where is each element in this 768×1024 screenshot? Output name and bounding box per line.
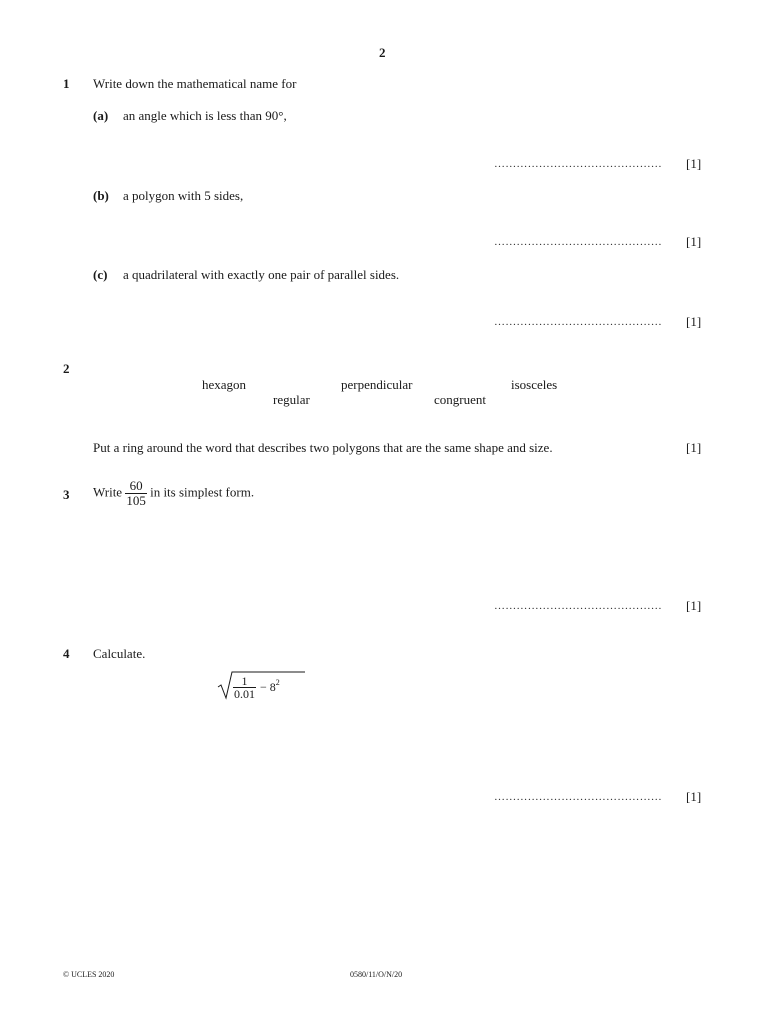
radicand-fraction <box>233 675 256 700</box>
question-4-instruction: Calculate. <box>93 646 146 661</box>
question-1-stem: Write down the mathematical name for <box>93 76 297 91</box>
radicand-minus-term: − 8 <box>260 680 276 694</box>
question-1c-text: a quadrilateral with exactly one pair of parallel sides. <box>123 267 400 282</box>
radicand-numerator: 1 <box>241 674 248 688</box>
mark-1c: [1] <box>686 314 702 329</box>
fraction-numerator: 60 <box>129 478 143 493</box>
question-2-instruction: Put a ring around the word that describes two polygons that are the same shape and size. <box>93 440 553 455</box>
footer-copyright: © UCLES 2020 <box>63 970 115 979</box>
mark-1b: [1] <box>686 234 702 249</box>
answer-line-3[interactable]: ……………………………………… <box>494 600 662 612</box>
question-1b-label: (b) <box>93 188 109 203</box>
answer-line-4[interactable]: ……………………………………… <box>494 791 662 803</box>
question-3-pre: Write <box>93 484 123 500</box>
question-3-number: 3 <box>63 487 70 502</box>
radicand-denominator: 0.01 <box>234 687 255 701</box>
mark-4: [1] <box>686 789 702 804</box>
question-1a-label: (a) <box>93 108 109 123</box>
radicand-exponent: 2 <box>275 678 280 688</box>
answer-line-1a[interactable]: ……………………………………… <box>494 158 662 170</box>
answer-line-1b[interactable]: ……………………………………… <box>494 236 662 248</box>
question-1a-text: an angle which is less than 90°, <box>123 108 287 123</box>
answer-line-1c[interactable]: ……………………………………… <box>494 316 662 328</box>
radicand <box>233 675 280 700</box>
fraction-denominator: 105 <box>126 493 146 508</box>
square-root-expression <box>217 670 307 702</box>
question-1c-label: (c) <box>93 267 108 282</box>
word-hexagon[interactable]: hexagon <box>202 377 247 392</box>
word-isosceles[interactable]: isosceles <box>511 377 558 392</box>
question-1b-text: a polygon with 5 sides, <box>123 188 244 203</box>
question-3-text <box>93 479 254 508</box>
fraction-60-105 <box>125 479 147 508</box>
word-regular[interactable]: regular <box>273 392 310 407</box>
word-congruent[interactable]: congruent <box>434 392 486 407</box>
mark-1a: [1] <box>686 156 702 171</box>
question-3-post: in its simplest form. <box>150 484 255 500</box>
question-1-number: 1 <box>63 76 70 91</box>
page-number: 2 <box>379 45 386 60</box>
question-2-number: 2 <box>63 361 70 376</box>
word-perpendicular[interactable]: perpendicular <box>341 377 413 392</box>
mark-3: [1] <box>686 598 702 613</box>
footer-code: 0580/11/O/N/20 <box>350 970 403 979</box>
question-4-number: 4 <box>63 646 70 661</box>
mark-2: [1] <box>686 440 702 455</box>
